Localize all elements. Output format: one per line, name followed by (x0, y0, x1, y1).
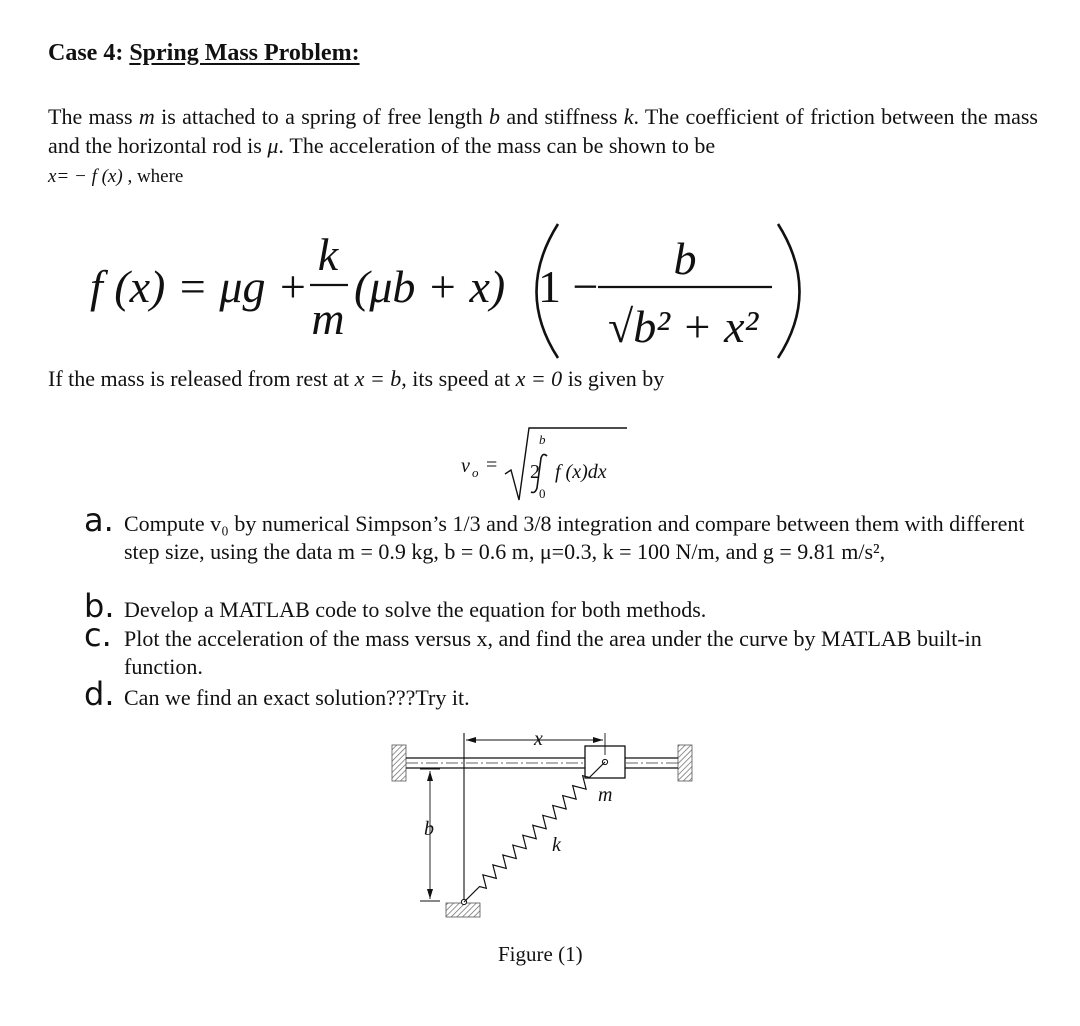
release-text: If the mass is released from rest at (48, 366, 355, 391)
item-text: Develop a MATLAB code to solve the equation for both methods. (124, 597, 707, 622)
spring (464, 762, 605, 902)
eq-f-lhs: f (x) = μg + (90, 261, 309, 312)
label-m: m (598, 784, 613, 806)
label-k: k (552, 834, 561, 856)
item-label: a. (84, 501, 114, 539)
intro-where: , where (122, 166, 184, 187)
list-item-d (84, 675, 1044, 713)
item-label: b. (84, 587, 115, 625)
figure-caption: Figure (1) (498, 942, 583, 966)
intro-text: is attached to a spring of free length (154, 104, 490, 129)
ground (446, 903, 480, 917)
equation-v (455, 422, 635, 502)
title-underlined: Spring Mass Problem: (129, 40, 360, 66)
intro-text: and stiffness (500, 104, 624, 129)
item-text: Plot the acceleration of the mass versus x, and find the area under the curve by MATLAB built-in function. (124, 626, 982, 679)
title-prefix: Case 4: (48, 40, 130, 66)
eq-f-one-minus: 1 − (538, 261, 599, 312)
eq-v-two: 2 (530, 461, 540, 483)
right-wall (678, 745, 692, 781)
intro-paragraph (48, 102, 1038, 191)
eq-v-lower: 0 (539, 486, 546, 501)
eq-v-lhs-sub: o (472, 465, 479, 480)
item-text: Compute v₀ by numerical Simpson’s 1/3 and 3/8 integration and compare between them with different step size, using the data m = 0.9 kg, b = 0.6 m, μ=0.3, k = 100 N/m, and g = 9.81 m/s², (124, 511, 1025, 564)
acceleration-equation: x= − f (x) (48, 166, 123, 187)
eq-f-frac-den: m (311, 293, 345, 344)
left-wall (392, 745, 406, 781)
var-mu: μ (267, 133, 279, 158)
list-item-a (84, 501, 1044, 566)
release-text: , its speed at (401, 366, 516, 391)
condition-x-0: x = 0 (515, 366, 563, 391)
eq-v-equals: = (486, 454, 498, 476)
item-label: c. (84, 616, 112, 654)
condition-x-b: x = b (354, 366, 402, 391)
intro-text: . The coefficient of friction between the mass and the horizontal rod is (48, 104, 1038, 158)
eq-v-integrand: f (x)dx (555, 461, 607, 483)
var-k: k (623, 104, 634, 129)
var-b: b (489, 104, 501, 129)
var-m: m (138, 104, 155, 129)
release-text: is given by (562, 366, 665, 391)
spring-mass-figure (388, 725, 698, 925)
list-item-b (84, 587, 1044, 625)
eq-f-frac-num: k (317, 229, 339, 280)
eq-f-middle: (μb + x) (354, 261, 506, 312)
label-x: x (534, 728, 543, 750)
equation-f (90, 222, 810, 362)
eq-v-upper: b (539, 432, 546, 447)
intro-text: . The acceleration of the mass can be shown to be (278, 133, 716, 158)
list-item-c (84, 616, 1044, 681)
item-text: Can we find an exact solution???Try it. (124, 685, 470, 710)
page-title (48, 40, 360, 67)
eq-f-inner-den: √b² + x² (608, 301, 759, 352)
release-sentence (48, 366, 664, 392)
intro-text: The mass (48, 104, 139, 129)
label-b: b (424, 818, 434, 840)
eq-v-lhs: v (461, 455, 470, 477)
eq-f-inner-num: b (673, 233, 697, 284)
item-label: d. (84, 675, 115, 713)
